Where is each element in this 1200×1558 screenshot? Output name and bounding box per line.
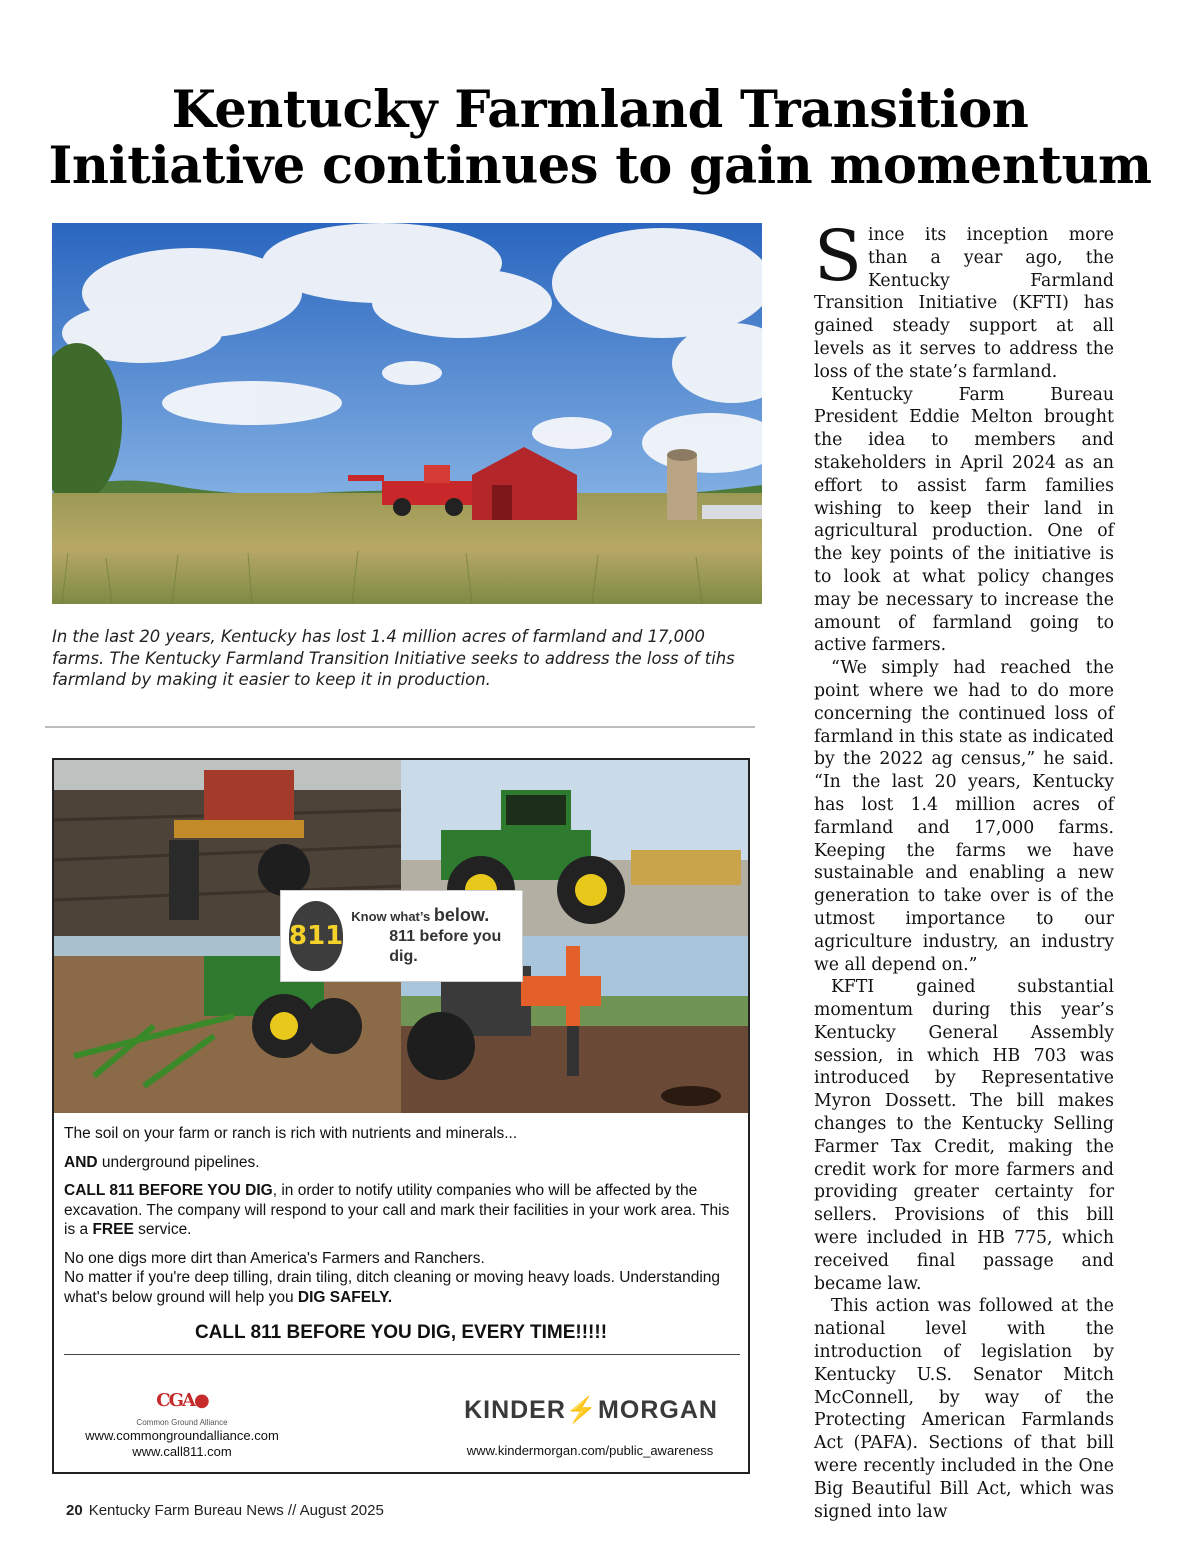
cga-urls xyxy=(72,1428,292,1460)
ad-paragraph-2 xyxy=(64,1153,740,1173)
ad-and-bold: AND xyxy=(64,1153,98,1171)
kinder-morgan-url-link[interactable]: www.kindermorgan.com/public_awareness xyxy=(466,1443,714,1458)
headline xyxy=(40,82,1160,194)
article-p1-text: ince its inception more than a year ago, the Kentucky Farmland Transition Initiative (KFTI) has gained steady support at all levels as it serves to address the loss of the state’s farmland. xyxy=(814,225,1114,382)
page-number: 20 xyxy=(66,1502,83,1519)
ad-call-line: CALL 811 BEFORE YOU DIG, EVERY TIME!!!!! xyxy=(194,1322,608,1343)
ad-paragraph-1: The soil on your farm or ranch is rich with nutrients and minerals... xyxy=(64,1125,518,1142)
article-paragraph-2: Kentucky Farm Bureau President Eddie Melton brought the idea to members and stakeholders in April 2024 as an effort to assist farm families wishing to keep their land in agricultural production. One of the key points of the initiative is to look at what policy changes may be necessary to increase the amount of farmland going to active farmers. xyxy=(814,384,1114,656)
headline-line-2: Initiative continues to gain momentum xyxy=(48,136,1152,196)
lightning-bolt-icon: ⚡ xyxy=(565,1396,599,1424)
cga-logo xyxy=(132,1378,232,1427)
article-paragraph-3: “We simply had reached the point where we had to do more concerning the continued loss of farmland in this state as indicated by the 2022 ag census,” he said. “In the last 20 years, Kentucky has lost 1.4 million acres of farmland and 17,000 farms. Keeping the farms we have sustainable and enabling a new generation to take over is of the utmost importance to our agriculture industry, an industry we all depend on.” xyxy=(814,658,1114,975)
ad-paragraph-3 xyxy=(64,1181,740,1240)
811-slogan-prefix: Know what’s xyxy=(351,909,434,924)
ad-p3-end: service. xyxy=(133,1221,192,1238)
811-slogan-bold: below. xyxy=(433,905,490,925)
cga-logo-mark-icon: ● xyxy=(193,1390,208,1411)
811-slogan-line2: 811 before you dig. xyxy=(389,928,502,965)
ad-p3-rest: , in order to notify utility companies who will be affected by the excavation. The company will respond to your call and mark their facilities in your work area. This is a xyxy=(64,1182,730,1238)
article-paragraph-1 xyxy=(814,215,1114,384)
publication-line: Kentucky Farm Bureau News // August 2025 xyxy=(88,1502,384,1519)
article-paragraph-5: This action was followed at the national level with the introduction of legislation by Kentucky U.S. Senator Mitch McConnell, by way of the Protecting American Farmlands Act (PAFA). Sections of that bill were recently included in the One Big Beautiful Bill Act, which was signed into law xyxy=(814,1296,1114,1522)
ad-dig-safely-bold: DIG SAFELY. xyxy=(297,1288,393,1306)
cga-url-link[interactable]: www.commongroundalliance.com xyxy=(85,1428,279,1443)
ad-paragraph-4 xyxy=(64,1249,740,1308)
ad-photo-grid xyxy=(54,760,748,1113)
cga-logo-text: CGA xyxy=(156,1390,194,1411)
811-logo xyxy=(280,890,523,982)
ad-free-bold: FREE xyxy=(92,1221,134,1238)
call811-url-link[interactable]: www.call811.com xyxy=(132,1444,232,1459)
page-footer xyxy=(66,1502,384,1519)
article-paragraph-4: KFTI gained substantial momentum during this year’s Kentucky General Assembly session, in which HB 703 was introduced by Representative Myron Dossett. The bill makes changes to the Kentucky Selling Farmer Tax Credit, making the credit work for more farmers and providing greater certainty for sellers. Provisions of this bill were included in HB 775, which received final passage and became law. xyxy=(814,977,1114,1294)
ad-p2-rest: underground pipelines. xyxy=(97,1153,260,1171)
811-slogan xyxy=(351,905,514,967)
ad-divider xyxy=(64,1354,740,1355)
cga-logo-subtitle: Common Ground Alliance xyxy=(136,1418,228,1427)
ad-body-text xyxy=(64,1124,740,1316)
km-logo-right: MORGAN xyxy=(598,1396,718,1424)
811-badge-icon: 811 xyxy=(289,901,343,971)
call-811-advertisement xyxy=(52,758,750,1474)
km-logo-left: KINDER xyxy=(464,1396,566,1424)
ad-call-bold: CALL 811 BEFORE YOU DIG xyxy=(64,1182,273,1199)
drop-cap: S xyxy=(814,215,862,297)
photo-caption: In the last 20 years, Kentucky has lost 1.4 million acres of farmland and 17,000 farms. The Kentucky Farmland Transition Initiative seeks to address the loss of tihs farmland by making it easier to keep it in production. xyxy=(52,627,735,689)
kinder-morgan-logo xyxy=(458,1396,724,1425)
ad-p4-line2: No matter if you're deep tilling, drain tiling, ditch cleaning or moving heavy loads. Understanding what's below ground will help you xyxy=(64,1269,721,1306)
section-divider xyxy=(45,726,755,728)
farm-photo xyxy=(52,223,762,604)
article-body xyxy=(814,215,1114,1523)
ad-p4-line1: No one digs more dirt than America's Farmers and Ranchers. xyxy=(64,1249,485,1267)
headline-line-1: Kentucky Farmland Transition xyxy=(171,80,1029,140)
